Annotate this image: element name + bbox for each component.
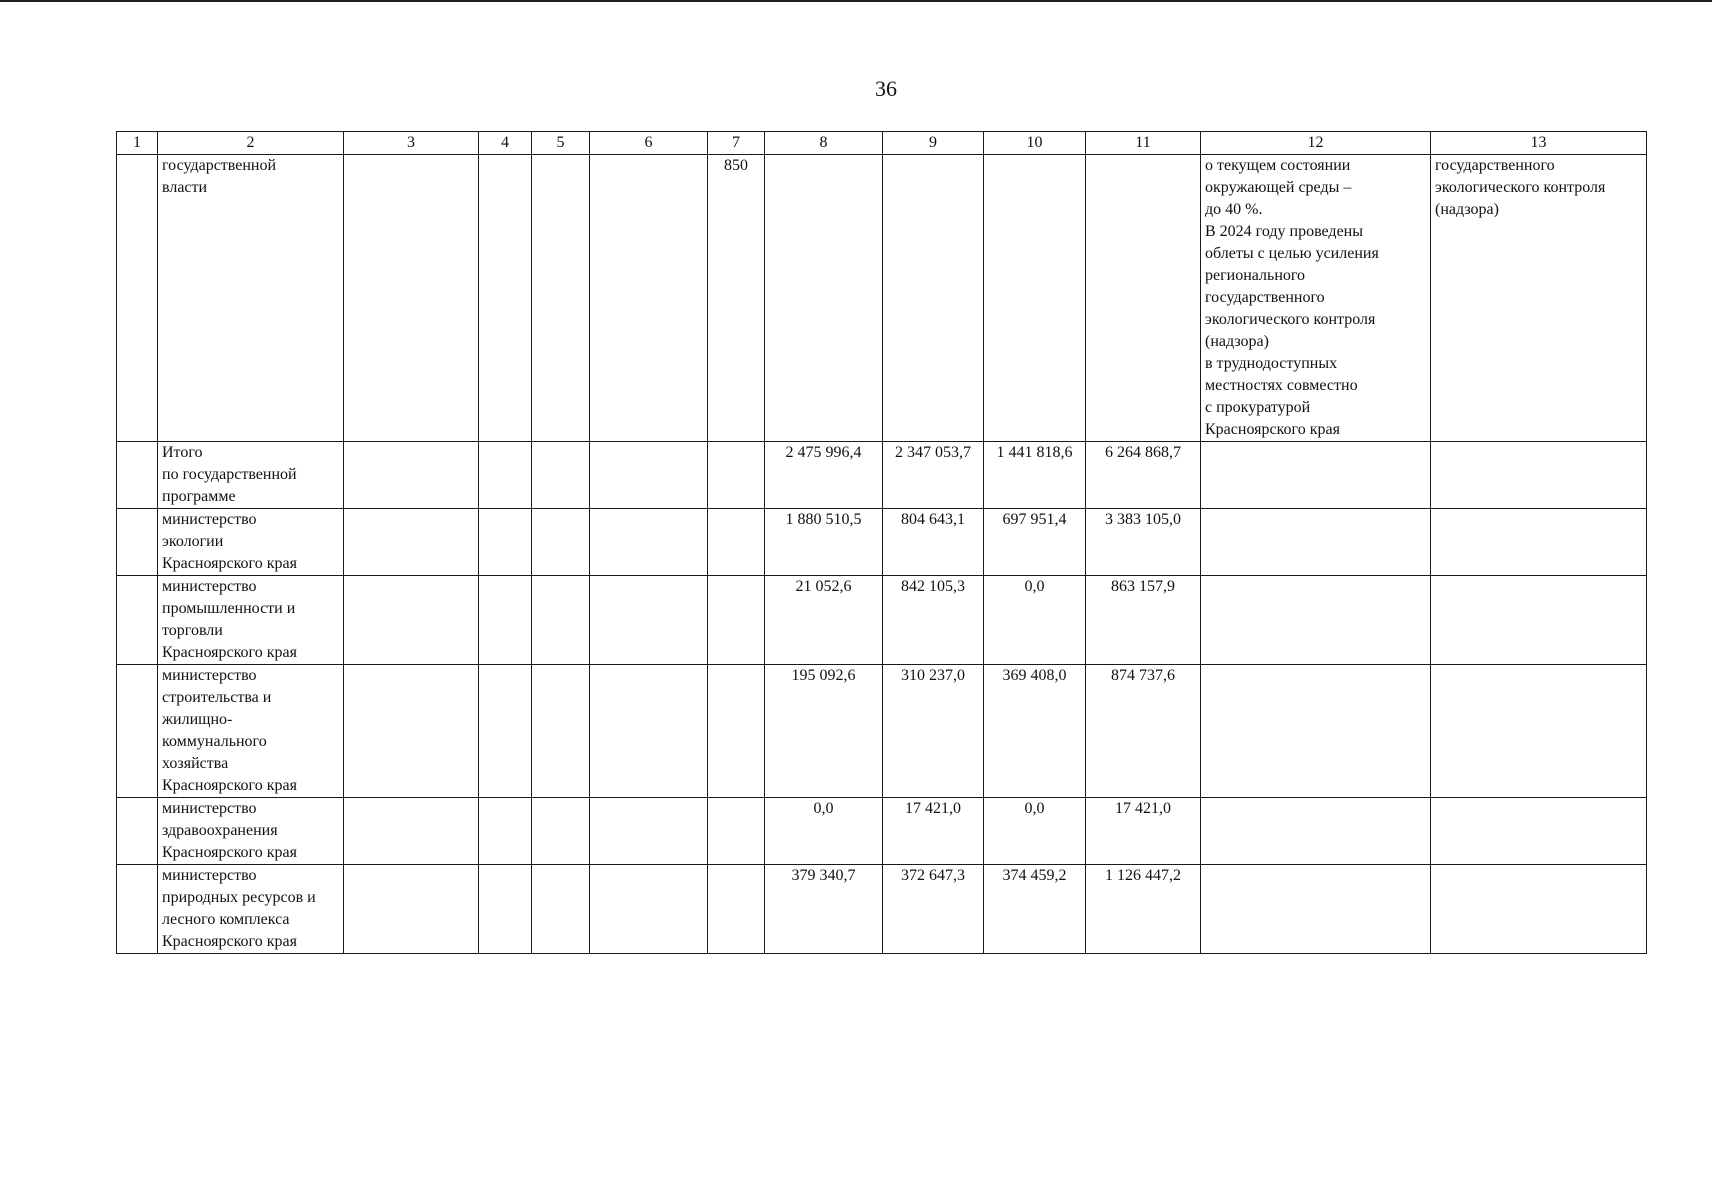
table-cell-value: 697 951,4 bbox=[984, 509, 1086, 576]
cell-text-line: министерство bbox=[162, 578, 257, 595]
table-cell-value: 1 880 510,5 bbox=[765, 509, 883, 576]
table-cell bbox=[1431, 798, 1647, 865]
table-row bbox=[117, 576, 1647, 665]
table-row bbox=[117, 865, 1647, 954]
table-cell bbox=[532, 798, 590, 865]
table-cell-value: 17 421,0 bbox=[883, 798, 984, 865]
table-cell-value: 195 092,6 bbox=[765, 665, 883, 798]
table-row-total bbox=[117, 442, 1647, 509]
page-number: 36 bbox=[875, 76, 897, 101]
table-cell bbox=[344, 509, 479, 576]
cell-text-line: Итого bbox=[162, 444, 203, 461]
table-cell-value: 2 347 053,7 bbox=[883, 442, 984, 509]
table-cell bbox=[532, 155, 590, 442]
table-cell bbox=[590, 442, 708, 509]
table-cell bbox=[479, 798, 532, 865]
table-cell-description bbox=[158, 442, 344, 509]
cell-text-line: природных ресурсов и bbox=[162, 889, 316, 906]
cell-text-line: жилищно- bbox=[162, 711, 233, 728]
table-cell-value: 1 126 447,2 bbox=[1086, 865, 1201, 954]
table-cell bbox=[1431, 442, 1647, 509]
table-row bbox=[117, 155, 1647, 442]
column-header: 7 bbox=[708, 132, 765, 155]
table-cell bbox=[479, 576, 532, 665]
table-cell-value bbox=[1086, 155, 1201, 442]
cell-text-line: облеты с целью усиления bbox=[1205, 245, 1379, 262]
table-row bbox=[117, 665, 1647, 798]
table-cell-description bbox=[158, 576, 344, 665]
cell-text-line: экологического контроля bbox=[1205, 311, 1376, 328]
table-cell bbox=[117, 665, 158, 798]
cell-text-line: промышленности и bbox=[162, 600, 296, 617]
table-cell bbox=[479, 865, 532, 954]
table-cell bbox=[590, 798, 708, 865]
column-header: 11 bbox=[1086, 132, 1201, 155]
column-header: 8 bbox=[765, 132, 883, 155]
cell-text-line: Красноярского края bbox=[162, 844, 297, 861]
cell-text-line: Красноярского края bbox=[162, 555, 297, 572]
cell-text-line: коммунального bbox=[162, 733, 267, 750]
table-row bbox=[117, 509, 1647, 576]
table-cell bbox=[1201, 798, 1431, 865]
table-cell-value: 6 264 868,7 bbox=[1086, 442, 1201, 509]
table-cell-value bbox=[883, 155, 984, 442]
column-header: 9 bbox=[883, 132, 984, 155]
cell-text-line: окружающей среды – bbox=[1205, 179, 1352, 196]
cell-text-line: Красноярского края bbox=[162, 777, 297, 794]
table-cell bbox=[708, 865, 765, 954]
table-cell bbox=[590, 665, 708, 798]
table-cell-value: 842 105,3 bbox=[883, 576, 984, 665]
column-header: 6 bbox=[590, 132, 708, 155]
cell-text-line: Красноярского края bbox=[162, 644, 297, 661]
column-header: 10 bbox=[984, 132, 1086, 155]
top-border-line bbox=[0, 0, 1712, 2]
table-cell bbox=[1431, 576, 1647, 665]
table-cell-description bbox=[158, 509, 344, 576]
table-cell-value: 379 340,7 bbox=[765, 865, 883, 954]
table-cell bbox=[590, 865, 708, 954]
cell-text-line: экологического контроля bbox=[1435, 179, 1606, 196]
cell-text-line: строительства и bbox=[162, 689, 272, 706]
table-cell bbox=[708, 665, 765, 798]
table-cell-value: 369 408,0 bbox=[984, 665, 1086, 798]
table-cell bbox=[532, 665, 590, 798]
table-cell bbox=[1431, 665, 1647, 798]
table-cell bbox=[117, 509, 158, 576]
table-cell bbox=[1201, 442, 1431, 509]
cell-text-line: В 2024 году проведены bbox=[1205, 223, 1363, 240]
table-row bbox=[117, 798, 1647, 865]
table-cell bbox=[344, 798, 479, 865]
cell-text-line: министерство bbox=[162, 800, 257, 817]
table-cell bbox=[1201, 509, 1431, 576]
cell-text-line: государственного bbox=[1435, 157, 1555, 174]
column-header: 1 bbox=[117, 132, 158, 155]
column-header: 13 bbox=[1431, 132, 1647, 155]
table-cell-value: 0,0 bbox=[984, 576, 1086, 665]
cell-text-line: Красноярского края bbox=[162, 933, 297, 950]
table-cell-note bbox=[1431, 155, 1647, 442]
table-cell bbox=[479, 509, 532, 576]
table-cell bbox=[708, 509, 765, 576]
table-cell-value: 863 157,9 bbox=[1086, 576, 1201, 665]
table-cell bbox=[479, 155, 532, 442]
table-cell-value: 0,0 bbox=[765, 798, 883, 865]
cell-text-line: хозяйства bbox=[162, 755, 229, 772]
table-cell bbox=[344, 155, 479, 442]
column-header: 5 bbox=[532, 132, 590, 155]
cell-text-line: лесного комплекса bbox=[162, 911, 290, 928]
table-cell-value bbox=[984, 155, 1086, 442]
table-cell-value: 372 647,3 bbox=[883, 865, 984, 954]
budget-table bbox=[116, 131, 1647, 954]
cell-text-line: о текущем состоянии bbox=[1205, 157, 1351, 174]
table-cell-value: 2 475 996,4 bbox=[765, 442, 883, 509]
cell-text-line: экологии bbox=[162, 533, 224, 550]
cell-text-line: министерство bbox=[162, 511, 257, 528]
table-cell-value bbox=[765, 155, 883, 442]
table-cell bbox=[708, 442, 765, 509]
table-cell bbox=[1201, 665, 1431, 798]
cell-text-line: (надзора) bbox=[1205, 333, 1269, 350]
table-cell-value: 804 643,1 bbox=[883, 509, 984, 576]
table-cell bbox=[590, 576, 708, 665]
table-cell-description bbox=[158, 865, 344, 954]
table-cell bbox=[1201, 576, 1431, 665]
table-cell bbox=[1431, 865, 1647, 954]
table-cell bbox=[344, 576, 479, 665]
table-cell-description bbox=[158, 665, 344, 798]
table-cell-result bbox=[1201, 155, 1431, 442]
column-header: 4 bbox=[479, 132, 532, 155]
cell-text-line: до 40 %. bbox=[1205, 201, 1263, 218]
cell-text-line: программе bbox=[162, 488, 236, 505]
table-cell bbox=[117, 798, 158, 865]
table-cell bbox=[117, 576, 158, 665]
column-header: 3 bbox=[344, 132, 479, 155]
cell-text-line: местностях совместно bbox=[1205, 377, 1358, 394]
table-cell bbox=[479, 442, 532, 509]
cell-text-line: Красноярского края bbox=[1205, 421, 1340, 438]
table-cell-code: 850 bbox=[708, 155, 765, 442]
table-cell bbox=[532, 509, 590, 576]
cell-text-line: (надзора) bbox=[1435, 201, 1499, 218]
table-cell bbox=[590, 509, 708, 576]
table-cell bbox=[708, 576, 765, 665]
column-header: 12 bbox=[1201, 132, 1431, 155]
table-cell bbox=[1431, 509, 1647, 576]
cell-text-line: государственного bbox=[1205, 289, 1325, 306]
table-cell-value: 1 441 818,6 bbox=[984, 442, 1086, 509]
table-cell-value: 874 737,6 bbox=[1086, 665, 1201, 798]
table-cell bbox=[532, 865, 590, 954]
cell-text-line: в труднодоступных bbox=[1205, 355, 1338, 372]
table-cell bbox=[117, 442, 158, 509]
table-cell-description bbox=[158, 798, 344, 865]
table-cell bbox=[532, 442, 590, 509]
cell-text-line: здравоохранения bbox=[162, 822, 278, 839]
cell-text-line: торговли bbox=[162, 622, 223, 639]
table-cell-description bbox=[158, 155, 344, 442]
cell-text-line: регионального bbox=[1205, 267, 1306, 284]
cell-text-line: с прокуратурой bbox=[1205, 399, 1311, 416]
table-cell bbox=[344, 442, 479, 509]
cell-text-line: по государственной bbox=[162, 466, 297, 483]
table-cell bbox=[708, 798, 765, 865]
cell-text-line: власти bbox=[162, 179, 208, 196]
table-cell bbox=[117, 155, 158, 442]
table-cell bbox=[532, 576, 590, 665]
table-header-row bbox=[117, 132, 1647, 155]
cell-text-line: государственной bbox=[162, 157, 277, 174]
table-cell-value: 21 052,6 bbox=[765, 576, 883, 665]
cell-text-line: министерство bbox=[162, 867, 257, 884]
table-cell bbox=[1201, 865, 1431, 954]
table-cell bbox=[344, 865, 479, 954]
table-cell bbox=[117, 865, 158, 954]
table-cell-value: 0,0 bbox=[984, 798, 1086, 865]
table-cell bbox=[479, 665, 532, 798]
table-cell-value: 310 237,0 bbox=[883, 665, 984, 798]
column-header: 2 bbox=[158, 132, 344, 155]
table-cell-value: 3 383 105,0 bbox=[1086, 509, 1201, 576]
table-cell-value: 17 421,0 bbox=[1086, 798, 1201, 865]
table-cell-value: 374 459,2 bbox=[984, 865, 1086, 954]
table-cell bbox=[590, 155, 708, 442]
cell-text-line: министерство bbox=[162, 667, 257, 684]
table-cell bbox=[344, 665, 479, 798]
